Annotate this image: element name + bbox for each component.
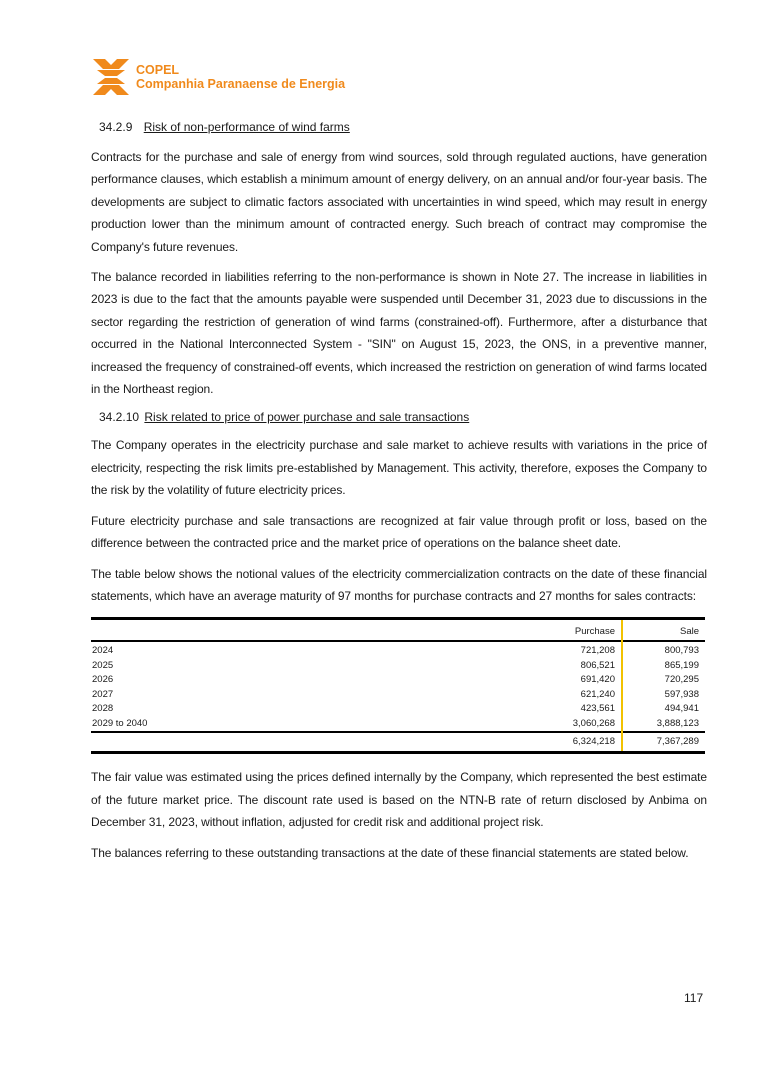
table-row <box>91 702 705 717</box>
sale-value: 597,938 <box>664 688 699 700</box>
total-label <box>91 732 539 753</box>
row-label: 2029 to 2040 <box>92 717 148 729</box>
sale-value: 494,941 <box>664 703 699 715</box>
table-row <box>91 659 705 674</box>
table-header-row <box>91 619 705 642</box>
sale-value: 720,295 <box>664 674 699 686</box>
row-label: 2025 <box>92 659 114 671</box>
table-row <box>91 717 705 733</box>
row-label: 2028 <box>92 703 114 715</box>
purchase-value: 3,060,268 <box>539 717 622 733</box>
sale-value: 3,888,123 <box>656 717 699 729</box>
section-heading-34-2-9 <box>99 118 707 136</box>
paragraph: Future electricity purchase and sale transactions are recognized at fair value through profit or loss, based on the difference between the contracted price and the market price of operations on the balance sheet date. <box>91 513 707 551</box>
section-number: 34.2.9 <box>99 120 133 134</box>
sale-value: 800,793 <box>664 645 699 657</box>
total-purchase: 6,324,218 <box>539 732 622 753</box>
company-short-name: COPEL <box>136 63 180 77</box>
purchase-value: 806,521 <box>539 659 622 674</box>
section-title: Risk related to price of power purchase and sale transactions <box>144 410 470 425</box>
row-label: 2024 <box>92 645 114 657</box>
row-label: 2026 <box>92 674 114 686</box>
copel-logo-icon <box>93 59 129 95</box>
notional-values-table <box>91 617 705 754</box>
company-logo <box>93 59 345 95</box>
table-row <box>91 641 705 659</box>
total-sale: 7,367,289 <box>656 736 699 748</box>
section-title: Risk of non-performance of wind farms <box>143 120 350 134</box>
company-full-name: Companhia Paranaense de Energia <box>136 77 346 91</box>
table-total-row <box>91 732 705 753</box>
row-label: 2027 <box>92 688 114 700</box>
purchase-value: 423,561 <box>539 702 622 717</box>
company-name <box>136 63 345 91</box>
column-header-purchase: Purchase <box>539 619 622 642</box>
page-number: 117 <box>684 991 704 1005</box>
document-body <box>91 118 707 872</box>
paragraph: The Company operates in the electricity purchase and sale market to achieve results with variations in the price of electricity, respecting the risk limits pre-established by Management. This activity, therefore, exposes the Company to the risk by the volatility of future electricity prices. <box>91 438 707 498</box>
purchase-value: 621,240 <box>539 688 622 703</box>
section-heading-34-2-10 <box>99 408 707 426</box>
purchase-value: 691,420 <box>539 673 622 688</box>
table-row <box>91 688 705 703</box>
sale-value: 865,199 <box>664 659 699 671</box>
paragraph: The balances referring to these outstanding transactions at the date of these financial statements are stated below. <box>91 845 689 860</box>
table-row <box>91 673 705 688</box>
paragraph: The table below shows the notional values of the electricity commercialization contracts on the date of these financial statements, which have an average maturity of 97 months for purchase contracts and 27 months for sales contracts: <box>91 566 707 603</box>
column-header-label <box>91 619 539 642</box>
column-header-sale: Sale <box>679 625 699 637</box>
paragraph: The fair value was estimated using the prices defined internally by the Company, which represented the best estimate of the future market price. The discount rate used is based on the NTN-B rate of return disclosed by Anbima on December 31, 2023, without inflation, adjusted for credit risk and additional project risk. <box>91 770 707 830</box>
purchase-value: 721,208 <box>539 641 622 659</box>
paragraph: Contracts for the purchase and sale of energy from wind sources, sold through regulated auctions, have generation performance clauses, which establish a minimum amount of energy delivery, on an annual and/or four-year basis. The developments are subject to climatic factors associated with uncertainties in wind speed, which may result in energy production lower than the minimum amount of contracted energy. Such breach of contract may compromise the Company's future revenues. <box>91 150 707 254</box>
section-number: 34.2.10 <box>99 410 140 425</box>
paragraph: The balance recorded in liabilities referring to the non-performance is shown in Note 27. The increase in liabilities in 2023 is due to the fact that the amounts payable were suspended until December 31, 2023 due to discussions in the sector regarding the restriction of generation of wind farms (constrained-off). Furthermore, after a disturbance that occurred in the National Interconnected System - "SIN" on August 15, 2023, the ONS, in a preventive manner, increased the frequency of constrained-off events, which increased the restriction on generation of wind farms located in the Northeast region. <box>91 270 707 397</box>
